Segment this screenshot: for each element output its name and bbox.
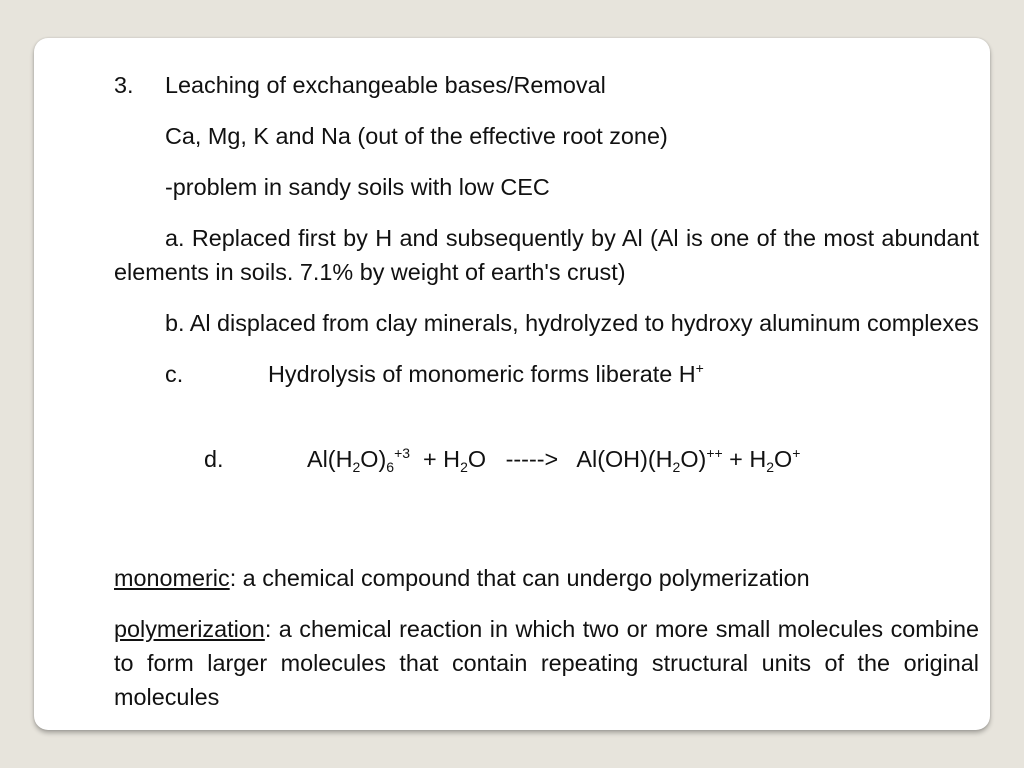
- eq-part: O: [774, 446, 793, 472]
- eq-subscript: 2: [766, 459, 775, 475]
- eq-part: O): [360, 446, 387, 472]
- eq-part: Al(H: [307, 446, 353, 472]
- point-c-text: Hydrolysis of monomeric forms liberate H: [268, 361, 696, 387]
- point-d: [114, 408, 979, 510]
- definition-term: polymerization: [114, 616, 265, 642]
- definition-text: : a chemical reaction in which two or more small molecules combine to form larger molecules that contain repeating structural units of the original molecules: [114, 616, 979, 710]
- spacer: [114, 527, 979, 561]
- eq-part: O): [680, 446, 707, 472]
- eq-subscript: 2: [672, 459, 681, 475]
- eq-superscript: ++: [706, 445, 723, 461]
- bases-line: Ca, Mg, K and Na (out of the effective root zone): [165, 123, 668, 149]
- problem-line: -problem in sandy soils with low CEC: [165, 174, 550, 200]
- point-c: [114, 357, 979, 391]
- definition-term: monomeric: [114, 565, 230, 591]
- slide-content: [114, 68, 979, 731]
- point-a: a. Replaced first by H and subsequently by Al (Al is one of the most abundant elements in soils. 7.1% by weight of earth's crust): [114, 225, 979, 285]
- point-c-superscript: +: [695, 360, 704, 376]
- eq-subscript: 2: [460, 459, 468, 475]
- eq-part: O -----> Al(OH)(H: [467, 446, 673, 472]
- item-title: Leaching of exchangeable bases/Removal: [165, 72, 606, 98]
- equation: [307, 445, 801, 475]
- definition-monomeric: [114, 561, 979, 595]
- eq-subscript: 2: [352, 459, 361, 475]
- slide-card: [34, 38, 990, 730]
- definition-text: : a chemical compound that can undergo polymerization: [229, 565, 810, 591]
- point-c-label: c.: [165, 361, 184, 387]
- item-number: 3.: [114, 72, 134, 98]
- eq-part: + H: [722, 446, 767, 472]
- eq-superscript: +3: [394, 445, 411, 461]
- definition-polymerization: [114, 612, 979, 714]
- point-b: b. Al displaced from clay minerals, hydrolyzed to hydroxy aluminum complexes: [165, 310, 979, 336]
- point-d-label: d.: [204, 446, 224, 472]
- eq-superscript: +: [792, 445, 801, 461]
- eq-subscript: 6: [386, 459, 395, 475]
- eq-part: + H: [410, 446, 461, 472]
- item-heading: [114, 68, 979, 102]
